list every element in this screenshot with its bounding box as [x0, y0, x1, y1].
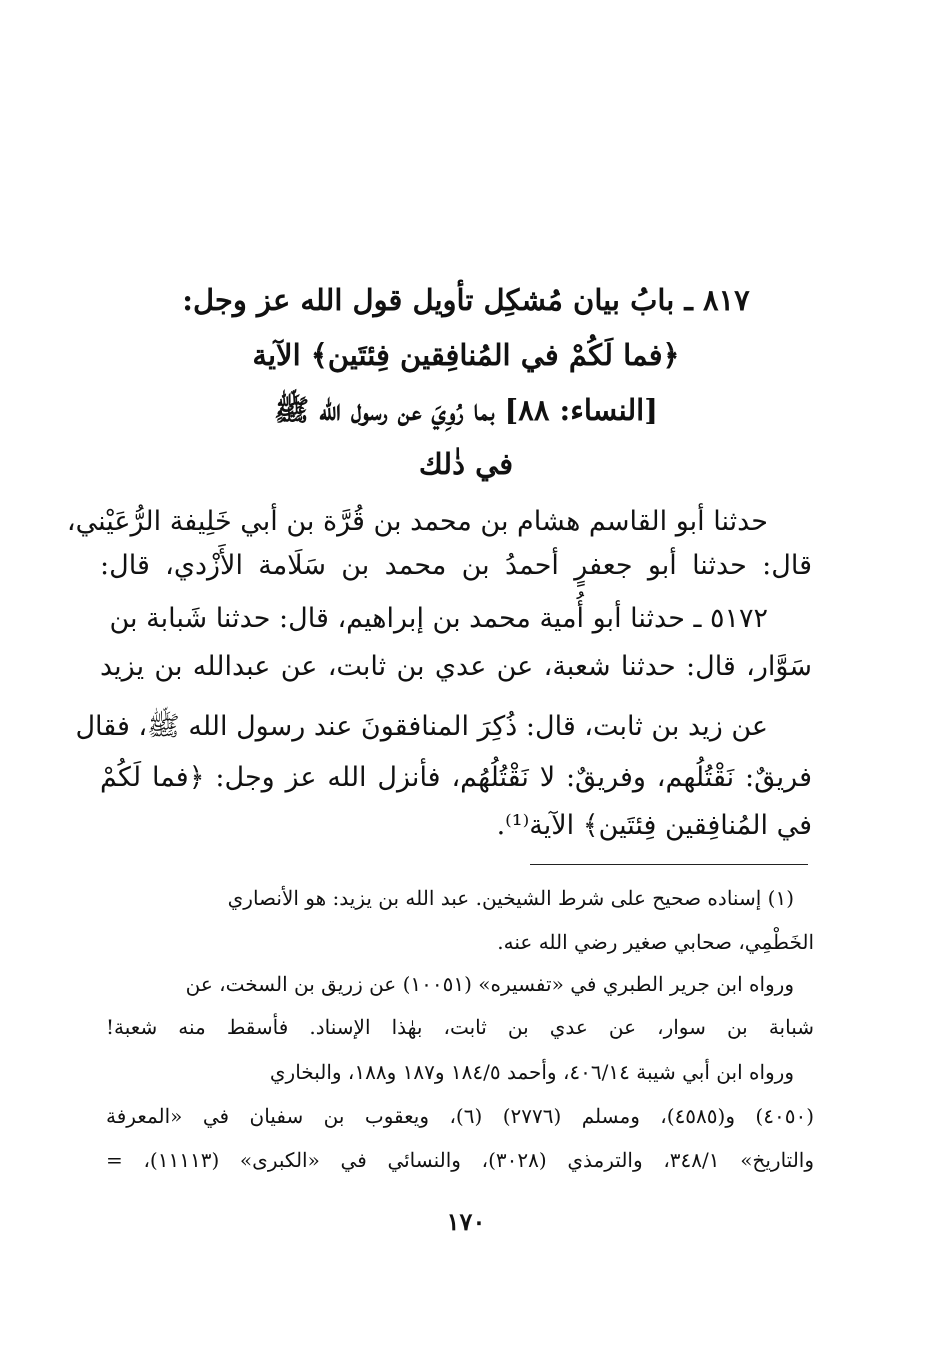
hadith-line-3: عن زيد بن ثابت، قال: ذُكِرَ المنافقونَ عند رسول الله ﷺ، فقال	[75, 711, 768, 742]
footnote-separator	[530, 864, 808, 865]
footnote-line-1: (١) إسناده صحيح على شرط الشيخين. عبد الله بن يزيد: هو الأنصاري	[227, 886, 794, 910]
hadith-line-1: ٥١٧٢ ـ حدثنا أبو أُمية محمد بن إبراهيم، قال: حدثنا شَبابة بن	[109, 603, 768, 634]
footnote-line-5: ورواه ابن أبي شيبة ٤٠٦/١٤، وأحمد ١٨٤/٥ و١٨٧ و١٨٨، والبخاري	[269, 1060, 794, 1084]
chapter-heading-line-4: في ذٰلك	[418, 447, 514, 481]
isnad-line-2: قال: حدثنا أبو جعفرٍ أحمدُ بن محمد بن سَلَامة الأَزْدي، قال:	[100, 550, 812, 581]
hadith-line-4: فريقٌ: نَقْتُلُهم، وفريقٌ: لا نَقْتُلُهُم، فأنزل الله عز وجل: ﴿فما لَكُمْ	[100, 762, 812, 793]
chapter-heading-line-3: [النساء: ٨٨] بما رُوِيَ عن رسول الله ﷺ	[274, 393, 658, 427]
footnote-line-6: (٤٠٥٠) و(٤٥٨٥)، ومسلم (٢٧٧٦) (٦)، ويعقوب بن سفيان في «المعرفة	[106, 1104, 815, 1128]
hadith-line-5: في المُنافِقين فِئتَين﴾ الآية⁽¹⁾.	[496, 810, 812, 841]
footnote-line-3: ورواه ابن جرير الطبري في «تفسيره» (١٠٠٥١) عن زريق بن السخت، عن	[185, 972, 794, 996]
isnad-line-1: حدثنا أبو القاسم هشام بن محمد بن قُرَّة بن أبي خَلِيفة الرُّعَيْني،	[66, 506, 768, 537]
chapter-heading-line-1: ٨١٧ ـ بابُ بيان مُشكِل تأويل قول الله عز وجل:	[182, 283, 750, 317]
page-number: ١٧٠	[446, 1207, 486, 1236]
footnote-line-4: شبابة بن سوار، عن عدي بن ثابت، بهٰذا الإسناد. فأسقط منه شعبة!	[106, 1015, 814, 1039]
footnote-line-7: والتاريخ» ٣٤٨/١، والترمذي (٣٠٢٨)، والنسائي في «الكبرى» (١١١١٣)، =	[106, 1148, 815, 1172]
chapter-heading-line-2: ﴿فما لَكُمْ في المُنافِقين فِئتَين﴾ الآية	[252, 338, 680, 372]
footnote-line-2: الخَطْمِي، صحابي صغير رضي الله عنه.	[497, 930, 814, 954]
hadith-line-2: سَوَّار، قال: حدثنا شعبة، عن عدي بن ثابت، عن عبدالله بن يزيد	[100, 651, 812, 682]
